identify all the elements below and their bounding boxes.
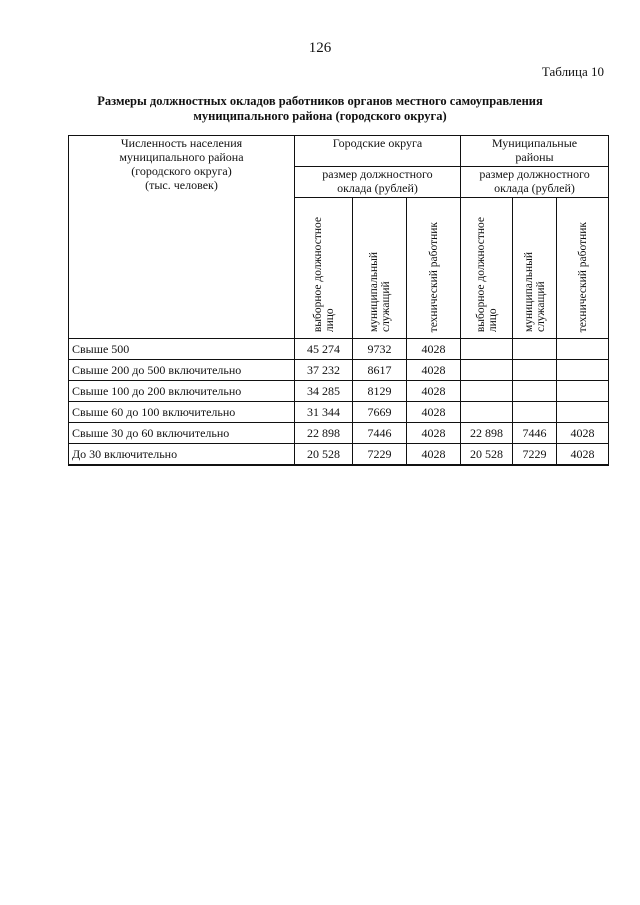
- population-range-cell: Свыше 60 до 100 включительно: [69, 402, 295, 423]
- table-cell: [557, 402, 609, 423]
- city-elected-header: [295, 198, 353, 339]
- table-row: [69, 339, 609, 360]
- table-cell: [461, 339, 513, 360]
- table-cell: [513, 402, 557, 423]
- title-line-1: Размеры должностных окладов работников органов местного самоуправления: [97, 94, 543, 108]
- table-cell: 37 232: [295, 360, 353, 381]
- municipal-districts-header: [461, 136, 609, 167]
- table-cell: 34 285: [295, 381, 353, 402]
- table-cell: [557, 339, 609, 360]
- page-number: 126: [308, 40, 332, 56]
- table-body: [69, 339, 609, 466]
- table-cell: 22 898: [461, 423, 513, 444]
- population-range-cell: Свыше 100 до 200 включительно: [69, 381, 295, 402]
- table-cell: 4028: [557, 423, 609, 444]
- vertical-header-text: муниципальный служащий: [522, 251, 547, 332]
- table-cell: [513, 360, 557, 381]
- table-cell: 7229: [353, 444, 407, 466]
- salary-subheader-line: размер должностного: [479, 167, 590, 181]
- population-header-line: (тыс. человек): [145, 178, 218, 192]
- salary-subheader-line: размер должностного: [322, 167, 433, 181]
- table-cell: 4028: [407, 360, 461, 381]
- district-salary-subheader: [461, 167, 609, 198]
- salary-subheader-line: оклада (рублей): [494, 181, 575, 195]
- vertical-header-text: технический работник: [427, 221, 440, 332]
- city-salary-subheader: [295, 167, 461, 198]
- table-cell: 7446: [513, 423, 557, 444]
- population-range-cell: Свыше 500: [69, 339, 295, 360]
- population-header: [69, 136, 295, 339]
- table-row: [69, 360, 609, 381]
- table-cell: 45 274: [295, 339, 353, 360]
- title-line-2: муниципального района (городского округа): [193, 109, 447, 123]
- district-elected-header: [461, 198, 513, 339]
- table-cell: [557, 360, 609, 381]
- vertical-header-text: выборное должностное лицо: [474, 216, 499, 332]
- table-cell: [461, 402, 513, 423]
- table-cell: 20 528: [461, 444, 513, 466]
- table-cell: 4028: [407, 381, 461, 402]
- table-cell: [557, 381, 609, 402]
- population-header-line: Численность населения: [120, 136, 243, 150]
- table-cell: 8129: [353, 381, 407, 402]
- table-row: [69, 402, 609, 423]
- table-cell: 20 528: [295, 444, 353, 466]
- table-cell: 9732: [353, 339, 407, 360]
- table-cell: 31 344: [295, 402, 353, 423]
- city-technical-header: [407, 198, 461, 339]
- table-cell: 7446: [353, 423, 407, 444]
- population-range-cell: Свыше 30 до 60 включительно: [69, 423, 295, 444]
- vertical-header-text: выборное должностное лицо: [311, 216, 336, 332]
- table-cell: 4028: [407, 402, 461, 423]
- table-cell: [461, 360, 513, 381]
- municipal-districts-header-line: районы: [515, 150, 554, 164]
- district-municipal-header: [513, 198, 557, 339]
- table-cell: [513, 381, 557, 402]
- table-cell: 7229: [513, 444, 557, 466]
- population-header-line: (городского округа): [131, 164, 232, 178]
- document-title: [0, 94, 640, 124]
- population-range-cell: До 30 включительно: [69, 444, 295, 466]
- municipal-districts-header-line: Муниципальные: [491, 136, 578, 150]
- vertical-header-text: муниципальный служащий: [367, 251, 392, 332]
- table-cell: 8617: [353, 360, 407, 381]
- table-row: [69, 381, 609, 402]
- table-cell: [513, 339, 557, 360]
- table-row: [69, 423, 609, 444]
- table-cell: 4028: [407, 444, 461, 466]
- table-cell: [461, 381, 513, 402]
- city-districts-header-text: Городские округа: [332, 136, 423, 150]
- population-header-line: муниципального района: [119, 150, 244, 164]
- district-technical-header: [557, 198, 609, 339]
- population-range-cell: Свыше 200 до 500 включительно: [69, 360, 295, 381]
- table-cell: 7669: [353, 402, 407, 423]
- table-row: [69, 444, 609, 466]
- salary-subheader-line: оклада (рублей): [337, 181, 418, 195]
- table-cell: 22 898: [295, 423, 353, 444]
- city-municipal-header: [353, 198, 407, 339]
- city-districts-header: [295, 136, 461, 167]
- table-label: Таблица 10: [541, 64, 604, 79]
- table-cell: 4028: [407, 339, 461, 360]
- salary-table: [68, 135, 609, 466]
- table-cell: 4028: [557, 444, 609, 466]
- vertical-header-text: технический работник: [576, 221, 589, 332]
- table-cell: 4028: [407, 423, 461, 444]
